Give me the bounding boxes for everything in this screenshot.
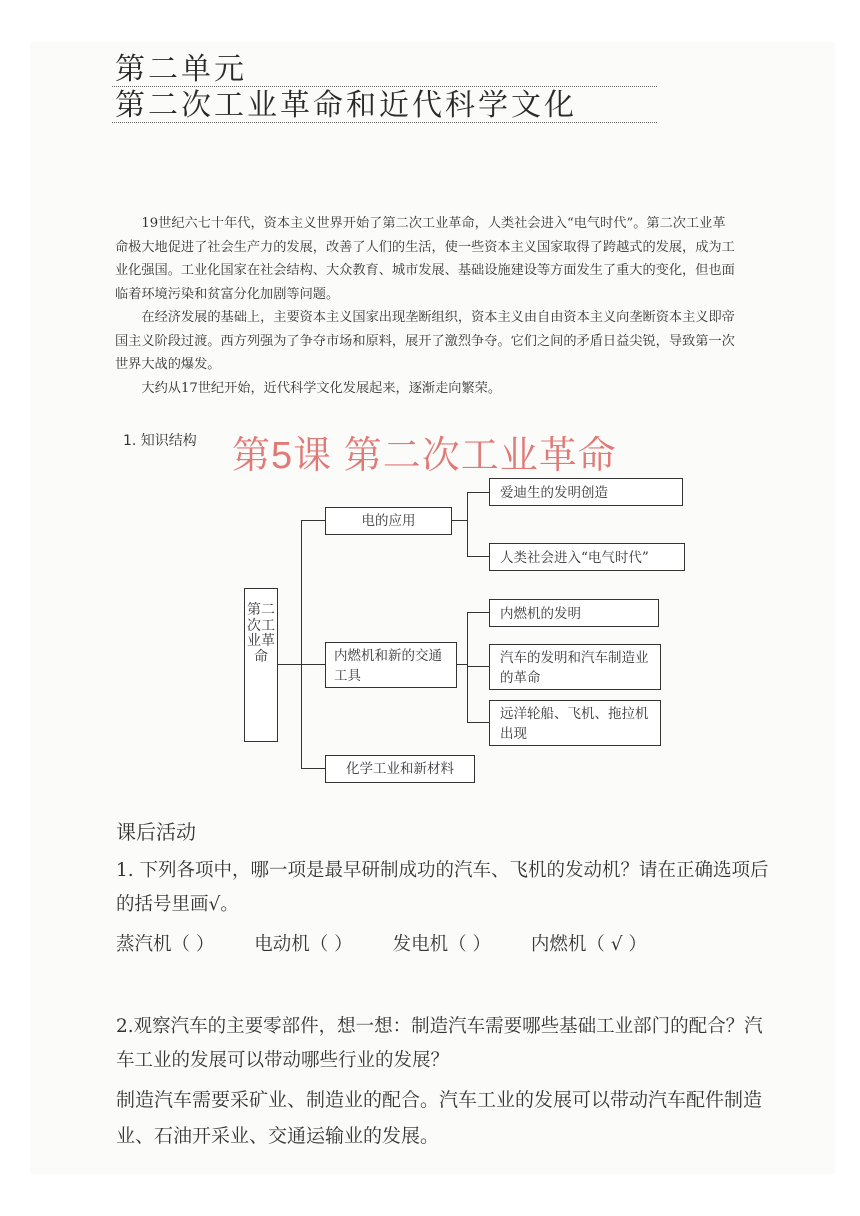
root-node: 第二次工业革命 — [244, 588, 278, 742]
connector — [301, 520, 326, 521]
leaf-node: 内燃机的发明 — [489, 599, 659, 627]
connector — [467, 612, 489, 613]
connector — [467, 722, 489, 723]
leaf-node: 汽车的发明和汽车制造业的革命 — [489, 644, 661, 690]
option-generator: 发电机（ ） — [392, 934, 491, 955]
branch-node: 电的应用 — [325, 507, 452, 535]
connector — [301, 768, 326, 769]
connector — [467, 492, 489, 493]
connector — [467, 492, 468, 556]
connector — [452, 520, 468, 521]
lesson-title: 第5课 第二次工业革命 — [232, 435, 617, 477]
intro-paragraph: 19世纪六七十年代，资本主义世界开始了第二次工业革命，人类社会进入“电气时代”。第二次工业革命极大地促进了社会生产力的发展，改善了人们的生活，使一些资本主义国家取得了跨越式的发展，成为工业化强国。工业化国家在社会结构、大众教育、城市发展、基础设施建设等方面发生了重大的变化，但也面临着环境污染和贫富分化加剧等问题。 — [115, 216, 735, 302]
connector — [301, 520, 302, 768]
unit-label: 第二单元 — [115, 52, 247, 87]
branch-node: 内燃机和新的交通工具 — [325, 642, 457, 688]
unit-title: 第二次工业革命和近代科学文化 — [115, 88, 577, 123]
question-1-options — [116, 930, 681, 956]
connector — [301, 664, 326, 665]
connector — [467, 556, 489, 557]
knowledge-structure-label: 1. 知识结构 — [123, 433, 197, 449]
divider — [112, 86, 657, 87]
divider — [112, 122, 657, 123]
question-2-answer: 制造汽车需要采矿业、制造业的配合。汽车工业的发展可以带动汽车配件制造业、石油开采业、交通运输业的发展。 — [116, 1089, 763, 1147]
option-internal-combustion-engine: 内燃机（ √ ） — [530, 934, 647, 955]
branch-node: 化学工业和新材料 — [325, 755, 475, 783]
leaf-node: 爱迪生的发明创造 — [489, 478, 683, 506]
connector — [467, 666, 489, 667]
activities-heading: 课后活动 — [116, 820, 196, 844]
intro-paragraph: 大约从17世纪开始，近代科学文化发展起来，逐渐走向繁荣。 — [141, 380, 502, 396]
option-electric-motor: 电动机（ ） — [254, 934, 353, 955]
question-2: 2.观察汽车的主要零部件，想一想：制造汽车需要哪些基础工业部门的配合？汽车工业的发展可以带动哪些行业的发展？ — [116, 1016, 763, 1071]
unit-introduction — [115, 212, 735, 400]
leaf-node: 人类社会进入“电气时代” — [489, 543, 685, 571]
intro-paragraph: 在经济发展的基础上，主要资本主义国家出现垄断组织，资本主义由自由资本主义向垄断资本主义即帝国主义阶段过渡。西方列强为了争夺市场和原料，展开了激烈争夺。它们之间的矛盾日益尖锐，导致第一次世界大战的爆发。 — [115, 310, 735, 372]
leaf-node: 远洋轮船、飞机、拖拉机出现 — [489, 700, 661, 746]
connector — [278, 664, 302, 665]
option-steam-engine: 蒸汽机（ ） — [116, 934, 215, 955]
question-1: 1. 下列各项中，哪一项是最早研制成功的汽车、飞机的发动机？请在正确选项后的括号里画√。 — [116, 860, 769, 915]
connector — [467, 612, 468, 722]
